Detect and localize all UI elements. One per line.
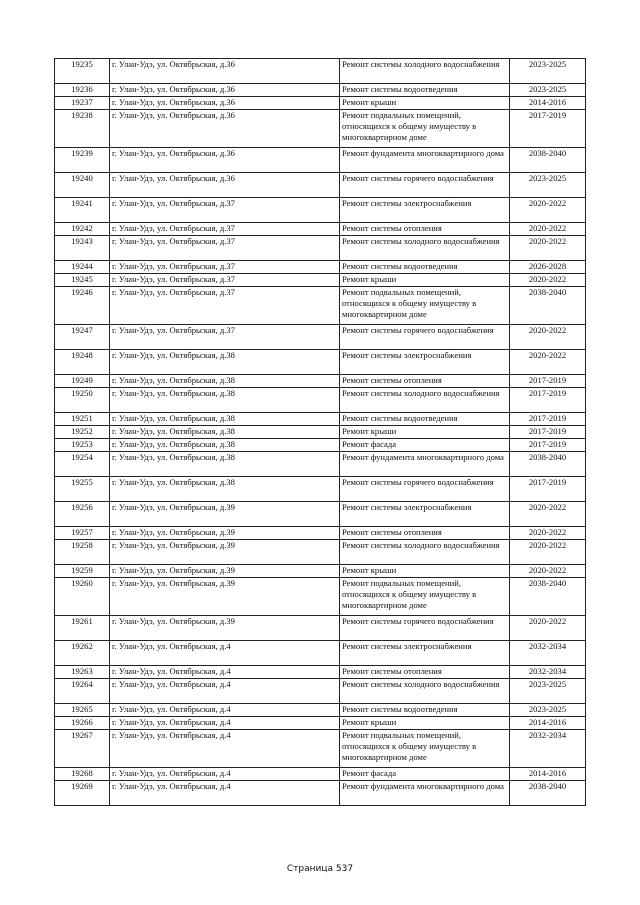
- period-cell: 2038-2040: [510, 287, 586, 325]
- period-cell: 2017-2019: [510, 439, 586, 452]
- period-cell: 2038-2040: [510, 781, 586, 806]
- address-cell: г. Улан-Удэ, ул. Октябрьская, д.39: [110, 540, 340, 565]
- record-number: 19256: [55, 502, 110, 527]
- work-type-cell: Ремонт системы электроснабжения: [340, 641, 510, 666]
- table-row: [55, 730, 586, 768]
- table-row: [55, 768, 586, 781]
- record-number: 19253: [55, 439, 110, 452]
- period-cell: 2023-2025: [510, 679, 586, 704]
- address-cell: г. Улан-Удэ, ул. Октябрьская, д.4: [110, 768, 340, 781]
- work-type-cell: Ремонт фасада: [340, 439, 510, 452]
- address-cell: г. Улан-Удэ, ул. Октябрьская, д.37: [110, 287, 340, 325]
- work-type-cell: Ремонт системы электроснабжения: [340, 502, 510, 527]
- period-cell: 2026-2028: [510, 261, 586, 274]
- record-number: 19238: [55, 110, 110, 148]
- work-type-cell: Ремонт подвальных помещений, относящихся к общему имуществу в многоквартирном доме: [340, 730, 510, 768]
- address-cell: г. Улан-Удэ, ул. Октябрьская, д.38: [110, 426, 340, 439]
- address-cell: г. Улан-Удэ, ул. Октябрьская, д.38: [110, 388, 340, 413]
- period-cell: 2017-2019: [510, 375, 586, 388]
- table-row: [55, 287, 586, 325]
- record-number: 19259: [55, 565, 110, 578]
- address-cell: г. Улан-Удэ, ул. Октябрьская, д.4: [110, 679, 340, 704]
- period-cell: 2014-2016: [510, 97, 586, 110]
- address-cell: г. Улан-Удэ, ул. Октябрьская, д.38: [110, 375, 340, 388]
- record-number: 19265: [55, 704, 110, 717]
- period-cell: 2020-2022: [510, 350, 586, 375]
- work-type-cell: Ремонт фундамента многоквартирного дома: [340, 148, 510, 173]
- address-cell: г. Улан-Удэ, ул. Октябрьская, д.39: [110, 565, 340, 578]
- address-cell: г. Улан-Удэ, ул. Октябрьская, д.38: [110, 350, 340, 375]
- table-row: [55, 477, 586, 502]
- period-cell: 2020-2022: [510, 325, 586, 350]
- page-number: Страница 537: [286, 864, 354, 874]
- table-row: [55, 375, 586, 388]
- table-row: [55, 388, 586, 413]
- address-cell: г. Улан-Удэ, ул. Октябрьская, д.37: [110, 325, 340, 350]
- table-row: [55, 452, 586, 477]
- work-type-cell: Ремонт системы горячего водоснабжения: [340, 477, 510, 502]
- record-number: 19249: [55, 375, 110, 388]
- record-number: 19239: [55, 148, 110, 173]
- period-cell: 2038-2040: [510, 148, 586, 173]
- period-cell: 2038-2040: [510, 578, 586, 616]
- record-number: 19261: [55, 616, 110, 641]
- address-cell: г. Улан-Удэ, ул. Октябрьская, д.36: [110, 97, 340, 110]
- work-type-cell: Ремонт системы водоотведения: [340, 413, 510, 426]
- record-number: 19257: [55, 527, 110, 540]
- address-cell: г. Улан-Удэ, ул. Октябрьская, д.37: [110, 198, 340, 223]
- address-cell: г. Улан-Удэ, ул. Октябрьская, д.37: [110, 236, 340, 261]
- period-cell: 2014-2016: [510, 768, 586, 781]
- table-row: [55, 84, 586, 97]
- address-cell: г. Улан-Удэ, ул. Октябрьская, д.37: [110, 274, 340, 287]
- period-cell: 2017-2019: [510, 388, 586, 413]
- work-type-cell: Ремонт системы холодного водоснабжения: [340, 236, 510, 261]
- address-cell: г. Улан-Удэ, ул. Октябрьская, д.39: [110, 578, 340, 616]
- table-row: [55, 578, 586, 616]
- address-cell: г. Улан-Удэ, ул. Октябрьская, д.37: [110, 261, 340, 274]
- table-row: [55, 540, 586, 565]
- work-type-cell: Ремонт крыши: [340, 426, 510, 439]
- address-cell: г. Улан-Удэ, ул. Октябрьская, д.37: [110, 223, 340, 236]
- record-number: 19240: [55, 173, 110, 198]
- record-number: 19267: [55, 730, 110, 768]
- record-number: 19244: [55, 261, 110, 274]
- record-number: 19248: [55, 350, 110, 375]
- address-cell: г. Улан-Удэ, ул. Октябрьская, д.36: [110, 173, 340, 198]
- work-type-cell: Ремонт фундамента многоквартирного дома: [340, 781, 510, 806]
- work-type-cell: Ремонт фундамента многоквартирного дома: [340, 452, 510, 477]
- period-cell: 2020-2022: [510, 223, 586, 236]
- work-type-cell: Ремонт крыши: [340, 717, 510, 730]
- record-number: 19245: [55, 274, 110, 287]
- table-row: [55, 616, 586, 641]
- period-cell: 2020-2022: [510, 502, 586, 527]
- address-cell: г. Улан-Удэ, ул. Октябрьская, д.39: [110, 616, 340, 641]
- work-type-cell: Ремонт системы электроснабжения: [340, 350, 510, 375]
- table-row: [55, 641, 586, 666]
- table-row: [55, 274, 586, 287]
- table-row: [55, 59, 586, 84]
- table-row: [55, 97, 586, 110]
- table-row: [55, 426, 586, 439]
- period-cell: 2020-2022: [510, 274, 586, 287]
- table-row: [55, 527, 586, 540]
- address-cell: г. Улан-Удэ, ул. Октябрьская, д.36: [110, 148, 340, 173]
- record-number: 19262: [55, 641, 110, 666]
- address-cell: г. Улан-Удэ, ул. Октябрьская, д.4: [110, 704, 340, 717]
- period-cell: 2020-2022: [510, 616, 586, 641]
- work-type-cell: Ремонт системы холодного водоснабжения: [340, 540, 510, 565]
- record-number: 19252: [55, 426, 110, 439]
- period-cell: 2038-2040: [510, 452, 586, 477]
- period-cell: 2017-2019: [510, 413, 586, 426]
- period-cell: 2020-2022: [510, 236, 586, 261]
- record-number: 19264: [55, 679, 110, 704]
- table-row: [55, 325, 586, 350]
- period-cell: 2023-2025: [510, 84, 586, 97]
- work-type-cell: Ремонт системы водоотведения: [340, 84, 510, 97]
- period-cell: 2032-2034: [510, 641, 586, 666]
- period-cell: 2017-2019: [510, 110, 586, 148]
- work-type-cell: Ремонт системы холодного водоснабжения: [340, 59, 510, 84]
- work-type-cell: Ремонт системы холодного водоснабжения: [340, 679, 510, 704]
- work-type-cell: Ремонт крыши: [340, 565, 510, 578]
- work-type-cell: Ремонт системы водоотведения: [340, 704, 510, 717]
- table-row: [55, 236, 586, 261]
- record-number: 19250: [55, 388, 110, 413]
- record-number: 19235: [55, 59, 110, 84]
- work-type-cell: Ремонт системы отопления: [340, 527, 510, 540]
- address-cell: г. Улан-Удэ, ул. Октябрьская, д.36: [110, 59, 340, 84]
- period-cell: 2020-2022: [510, 565, 586, 578]
- record-number: 19237: [55, 97, 110, 110]
- period-cell: 2020-2022: [510, 540, 586, 565]
- table-row: [55, 439, 586, 452]
- address-cell: г. Улан-Удэ, ул. Октябрьская, д.38: [110, 413, 340, 426]
- period-cell: 2014-2016: [510, 717, 586, 730]
- table-row: [55, 148, 586, 173]
- work-type-cell: Ремонт системы электроснабжения: [340, 198, 510, 223]
- work-type-cell: Ремонт системы отопления: [340, 666, 510, 679]
- work-type-cell: Ремонт системы отопления: [340, 223, 510, 236]
- record-number: 19241: [55, 198, 110, 223]
- period-cell: 2023-2025: [510, 173, 586, 198]
- table-row: [55, 198, 586, 223]
- work-type-cell: Ремонт подвальных помещений, относящихся к общему имуществу в многоквартирном доме: [340, 287, 510, 325]
- address-cell: г. Улан-Удэ, ул. Октябрьская, д.36: [110, 110, 340, 148]
- period-cell: 2017-2019: [510, 426, 586, 439]
- record-number: 19254: [55, 452, 110, 477]
- period-cell: 2032-2034: [510, 730, 586, 768]
- table-row: [55, 413, 586, 426]
- record-number: 19242: [55, 223, 110, 236]
- record-number: 19255: [55, 477, 110, 502]
- table-row: [55, 704, 586, 717]
- record-number: 19246: [55, 287, 110, 325]
- table-row: [55, 350, 586, 375]
- table-row: [55, 666, 586, 679]
- period-cell: 2032-2034: [510, 666, 586, 679]
- record-number: 19263: [55, 666, 110, 679]
- table-row: [55, 261, 586, 274]
- period-cell: 2020-2022: [510, 527, 586, 540]
- record-number: 19260: [55, 578, 110, 616]
- record-number: 19266: [55, 717, 110, 730]
- work-type-cell: Ремонт подвальных помещений, относящихся к общему имуществу в многоквартирном доме: [340, 578, 510, 616]
- address-cell: г. Улан-Удэ, ул. Октябрьская, д.38: [110, 452, 340, 477]
- record-number: 19258: [55, 540, 110, 565]
- table-row: [55, 173, 586, 198]
- work-type-cell: Ремонт системы горячего водоснабжения: [340, 173, 510, 198]
- period-cell: 2017-2019: [510, 477, 586, 502]
- address-cell: г. Улан-Удэ, ул. Октябрьская, д.38: [110, 439, 340, 452]
- table-row: [55, 717, 586, 730]
- record-number: 19251: [55, 413, 110, 426]
- address-cell: г. Улан-Удэ, ул. Октябрьская, д.38: [110, 477, 340, 502]
- address-cell: г. Улан-Удэ, ул. Октябрьская, д.39: [110, 502, 340, 527]
- period-cell: 2020-2022: [510, 198, 586, 223]
- period-cell: 2023-2025: [510, 59, 586, 84]
- work-type-cell: Ремонт крыши: [340, 97, 510, 110]
- record-number: 19268: [55, 768, 110, 781]
- work-type-cell: Ремонт подвальных помещений, относящихся к общему имуществу в многоквартирном доме: [340, 110, 510, 148]
- record-number: 19247: [55, 325, 110, 350]
- table-row: [55, 679, 586, 704]
- work-type-cell: Ремонт крыши: [340, 274, 510, 287]
- record-number: 19243: [55, 236, 110, 261]
- address-cell: г. Улан-Удэ, ул. Октябрьская, д.36: [110, 84, 340, 97]
- record-number: 19269: [55, 781, 110, 806]
- table-row: [55, 565, 586, 578]
- table-row: [55, 781, 586, 806]
- table-row: [55, 110, 586, 148]
- address-cell: г. Улан-Удэ, ул. Октябрьская, д.4: [110, 730, 340, 768]
- table-row: [55, 223, 586, 236]
- work-type-cell: Ремонт системы холодного водоснабжения: [340, 388, 510, 413]
- address-cell: г. Улан-Удэ, ул. Октябрьская, д.4: [110, 781, 340, 806]
- repair-schedule-table: [54, 58, 586, 806]
- work-type-cell: Ремонт системы отопления: [340, 375, 510, 388]
- work-type-cell: Ремонт системы горячего водоснабжения: [340, 325, 510, 350]
- address-cell: г. Улан-Удэ, ул. Октябрьская, д.4: [110, 666, 340, 679]
- record-number: 19236: [55, 84, 110, 97]
- table-body: [55, 59, 586, 806]
- address-cell: г. Улан-Удэ, ул. Октябрьская, д.4: [110, 717, 340, 730]
- work-type-cell: Ремонт фасада: [340, 768, 510, 781]
- work-type-cell: Ремонт системы горячего водоснабжения: [340, 616, 510, 641]
- period-cell: 2023-2025: [510, 704, 586, 717]
- table-row: [55, 502, 586, 527]
- work-type-cell: Ремонт системы водоотведения: [340, 261, 510, 274]
- address-cell: г. Улан-Удэ, ул. Октябрьская, д.39: [110, 527, 340, 540]
- address-cell: г. Улан-Удэ, ул. Октябрьская, д.4: [110, 641, 340, 666]
